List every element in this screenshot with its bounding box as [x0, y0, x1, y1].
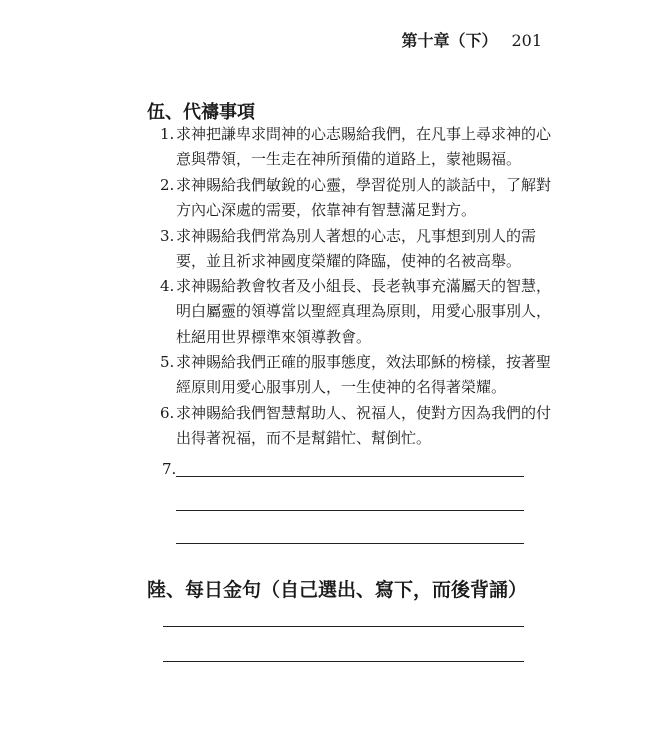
item-text-line: 求神賜給我們正確的服事態度，效法耶穌的榜樣，按著聖 — [176, 353, 552, 371]
item-number: 2. — [160, 176, 175, 194]
item-text-line: 出得著祝福，而不是幫錯忙、幫倒忙。 — [176, 429, 432, 448]
page-number: 201 — [511, 31, 542, 50]
item-text-line: 杜絕用世界標準來領導教會。 — [176, 327, 372, 346]
item-text-line: 求神把謙卑求問神的心志賜給我們，在凡事上尋求神的心 — [176, 125, 552, 143]
item-text-line: 方內心深處的需要，依靠神有智慧滿足對方。 — [176, 201, 477, 220]
item-text-line: 經原則用愛心服事別人，一生使神的名得著榮耀。 — [176, 378, 507, 397]
section-heading-daily-verse: 陸、每日金句（自己選出、寫下，而後背誦） — [147, 579, 528, 601]
item-text-line: 明白屬靈的領導當以聖經真理為原則，用愛心服事別人， — [176, 302, 552, 321]
item-number: 1. — [160, 125, 175, 143]
blank-line — [176, 476, 524, 477]
prayer-item — [160, 224, 540, 275]
item-text-line: 要，並且祈求神國度榮耀的降臨，使神的名被高舉。 — [176, 252, 522, 271]
blank-line — [163, 661, 524, 662]
section-heading-prayer: 伍、代禱事項 — [147, 102, 255, 123]
blank-line — [163, 626, 524, 627]
item-text-line: 求神賜給我們智慧幫助人、祝福人，使對方因為我們的付 — [176, 404, 552, 422]
prayer-item — [160, 401, 552, 452]
chapter-title: 第十章（下） — [401, 31, 498, 50]
page-header — [401, 28, 542, 51]
item-text-line: 求神賜給我們常為別人著想的心志，凡事想到別人的需 — [176, 227, 537, 245]
item-7-number: 7. — [162, 460, 177, 478]
item-text-line: 求神賜給教會牧者及小組長、長老執事充滿屬天的智慧， — [176, 277, 552, 295]
prayer-item — [160, 350, 552, 401]
item-text-line: 意與帶領，一生走在神所預備的道路上，蒙祂賜福。 — [176, 150, 522, 169]
prayer-item — [160, 274, 552, 350]
item-number: 3. — [160, 227, 175, 245]
item-text-line: 求神賜給我們敏銳的心靈，學習從別人的談話中，了解對 — [176, 176, 552, 194]
item-number: 4. — [160, 277, 175, 295]
blank-line — [176, 543, 524, 544]
item-number: 5. — [160, 353, 175, 371]
blank-line — [176, 510, 524, 511]
prayer-item — [160, 173, 552, 224]
item-number: 6. — [160, 404, 175, 422]
prayer-item — [160, 122, 552, 173]
